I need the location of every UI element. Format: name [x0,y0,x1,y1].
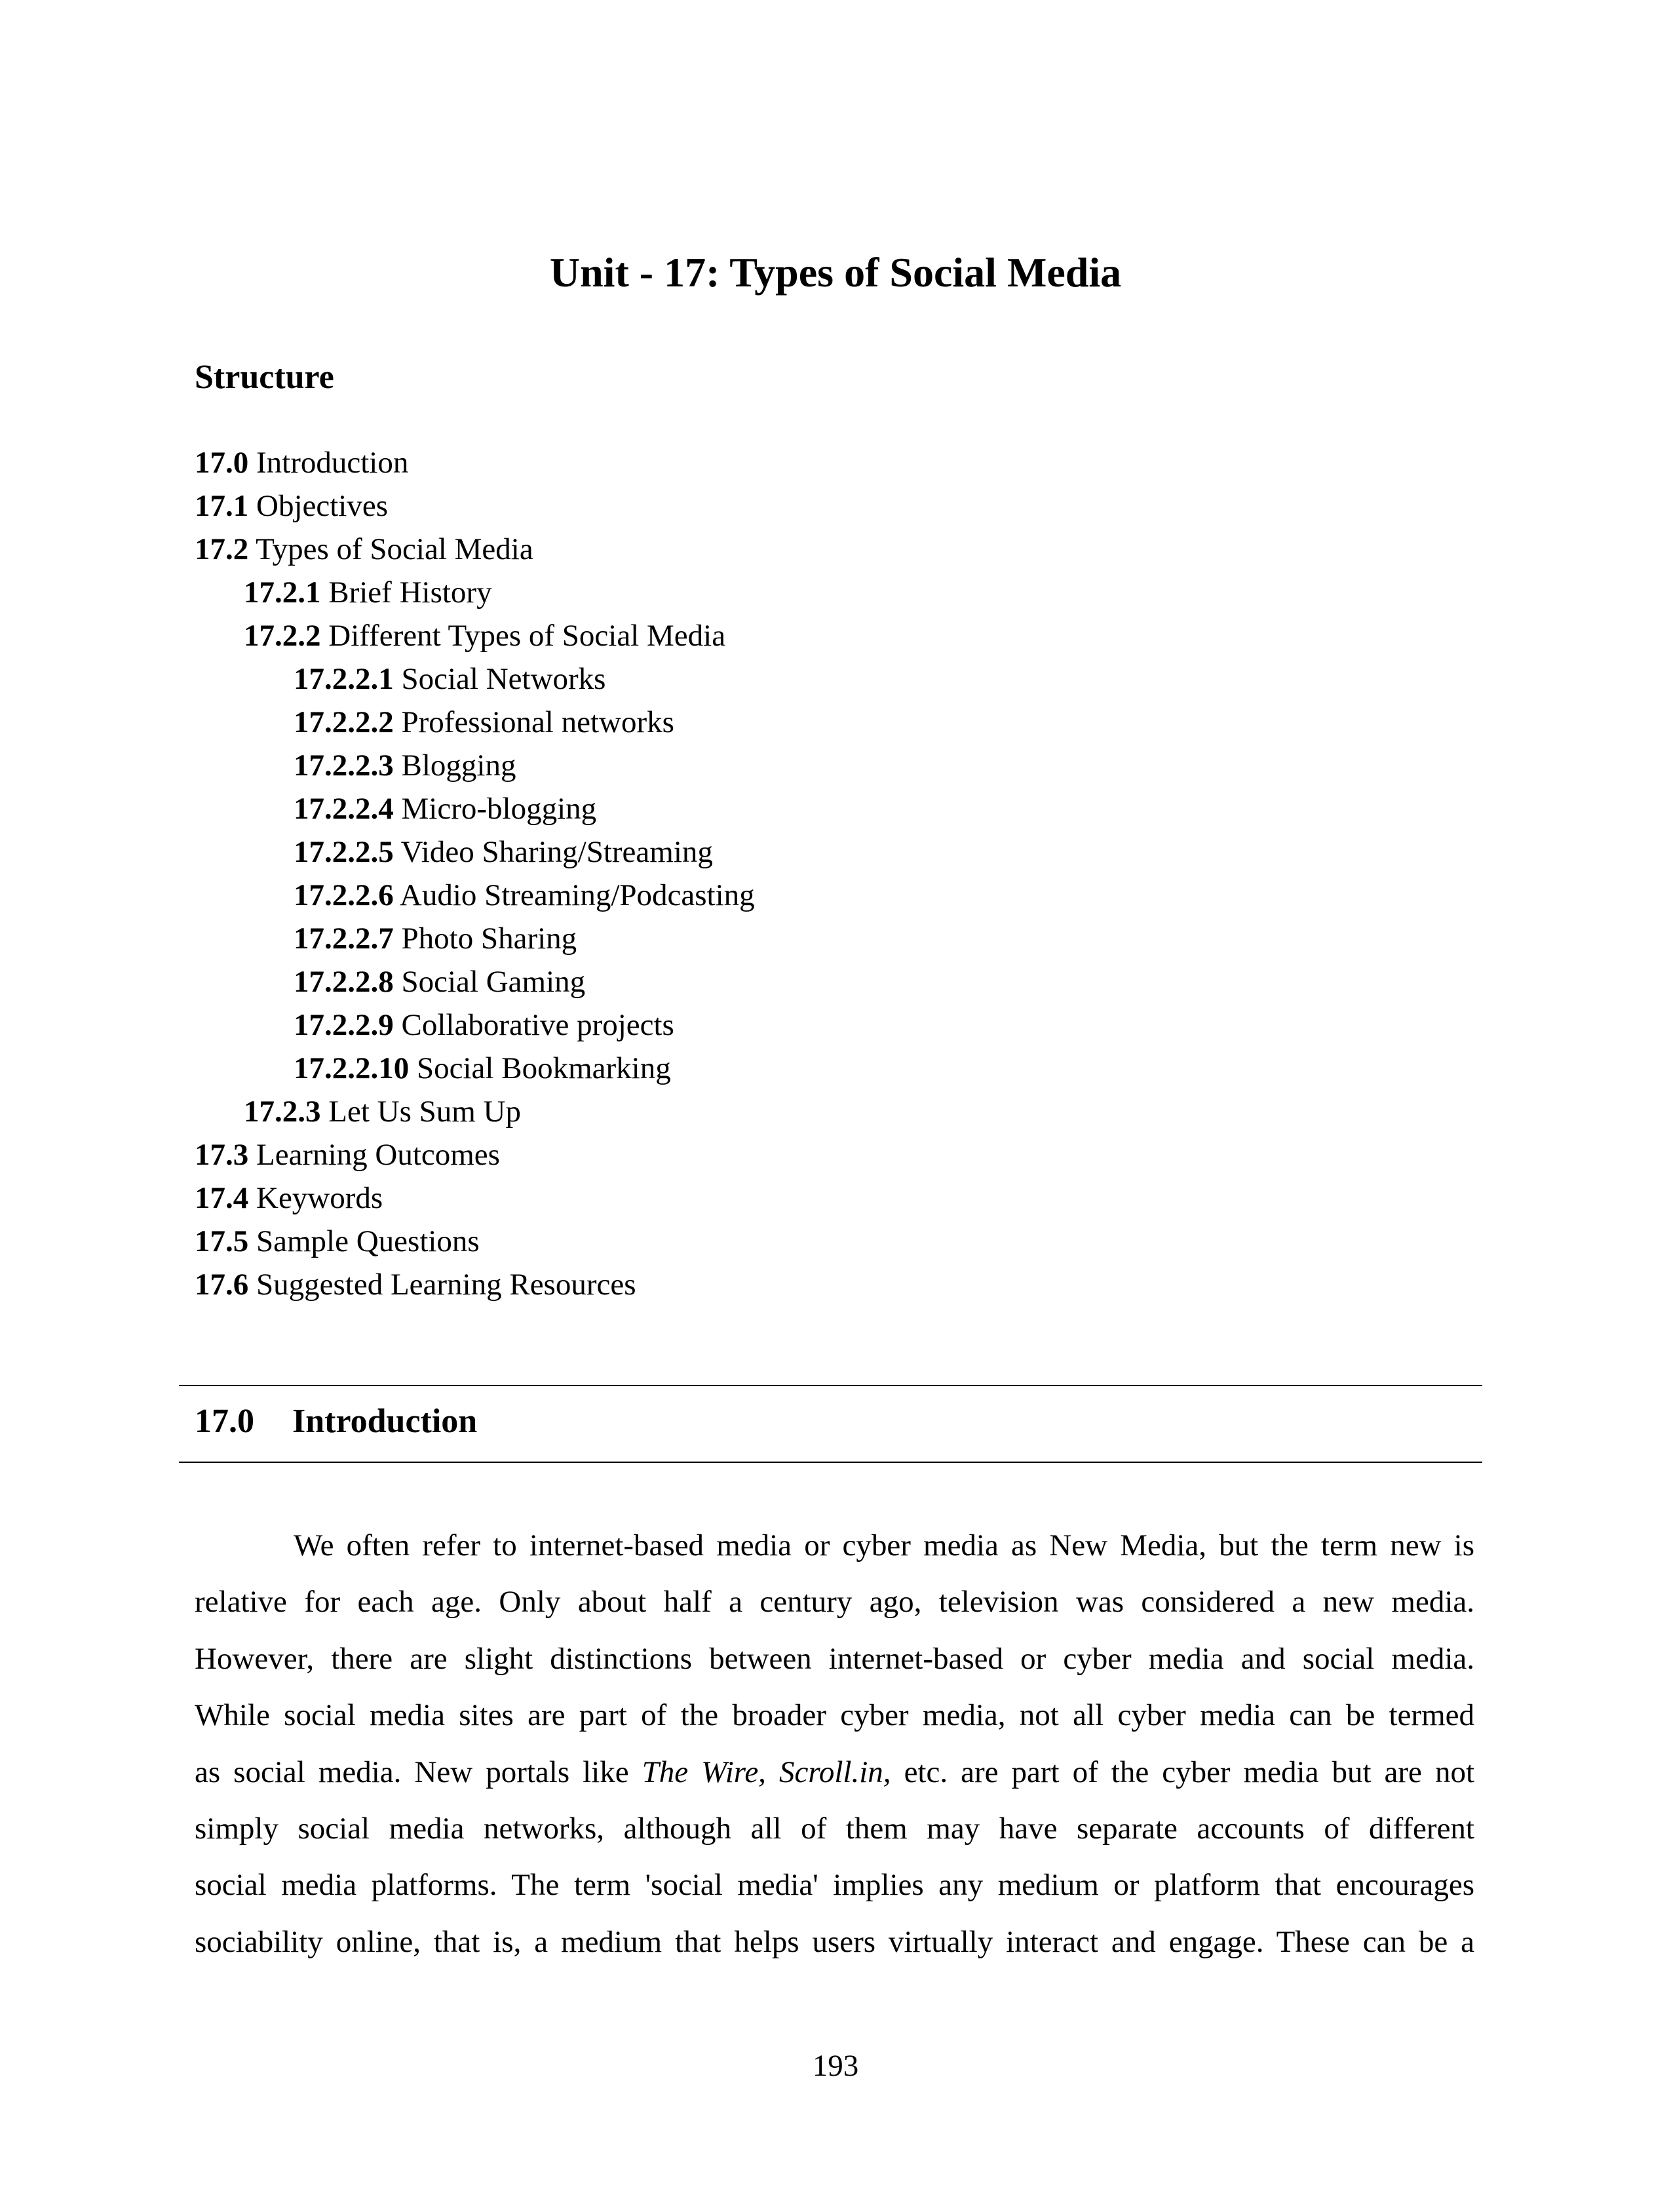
toc-item [195,787,755,830]
toc-item-label: Photo Sharing [393,922,577,956]
section-title: Introduction [292,1403,478,1440]
toc-item-number: 17.2.1 [244,575,321,610]
paragraph-line: relative for each age. Only about half a century ago, television was considered a new media. [195,1585,1474,1620]
toc-item-label: Social Bookmarking [409,1051,671,1085]
toc-item-label: Learning Outcomes [248,1138,500,1172]
toc-item-number: 17.2.2.5 [294,835,394,869]
paragraph-line [195,1744,1474,1800]
page-number: 193 [812,2049,859,2083]
section-heading [195,1401,477,1442]
toc-item [195,917,755,960]
toc-item-number: 17.2.3 [244,1095,321,1129]
paragraph-line: However, there are slight distinctions between internet-based or cyber media and social media. [195,1641,1474,1676]
structure-heading: Structure [195,359,334,396]
toc-item-label: Types of Social Media [248,532,533,566]
toc-item-label: Sample Questions [248,1224,480,1258]
toc-item [195,1133,755,1176]
italic-portal-names: The Wire, Scroll.in, [642,1755,891,1789]
toc-item-label: Social Gaming [393,965,586,999]
page-title: Unit - 17: Types of Social Media [549,249,1122,296]
toc-item-label: Video Sharing/Streaming [393,835,713,869]
toc-item-label: Collaborative projects [393,1008,674,1042]
toc-item-number: 17.3 [195,1138,249,1172]
paragraph-text: as social media. New portals like [195,1755,642,1789]
toc-item-number: 17.2.2.4 [294,792,394,826]
toc-item-number: 17.5 [195,1224,249,1258]
toc-item-number: 17.2.2.7 [294,922,394,956]
toc-item-label: Audio Streaming/Podcasting [393,878,755,912]
toc-item-number: 17.2.2.6 [294,878,394,912]
toc-item-label: Introduction [248,446,409,480]
paragraph-line: sociability online, that is, a medium that helps users virtually interact and engage. These can be a [195,1924,1474,1959]
toc-item-number: 17.2.2.2 [294,705,394,739]
toc-item-number: 17.2 [195,532,249,566]
toc-item [195,744,755,787]
toc-item-number: 17.2.2.1 [294,662,394,696]
paragraph-line: simply social media networks, although all of them may have separate accounts of different [195,1811,1474,1846]
toc-item-label: Different Types of Social Media [320,619,726,653]
toc-item [195,484,755,528]
toc-item-number: 17.4 [195,1181,249,1215]
toc-item [195,1263,755,1306]
section-divider-bottom [179,1462,1482,1463]
toc-item [195,657,755,701]
toc-item-number: 17.0 [195,446,249,480]
toc-item [195,1047,755,1090]
toc-item [195,830,755,874]
paragraph-line: We often refer to internet-based media or cyber media as New Media, but the term new is [294,1528,1474,1562]
toc-item [195,571,755,614]
toc-item-label: Brief History [320,575,492,610]
toc-item [195,614,755,657]
paragraph-line: While social media sites are part of the broader cyber media, not all cyber media can be termed [195,1698,1474,1733]
paragraph-text: etc. are part of the cyber media but are not [891,1755,1474,1789]
toc-item-number: 17.6 [195,1268,249,1302]
toc-item [195,1090,755,1133]
toc-item [195,528,755,571]
section-number: 17.0 [195,1403,254,1440]
paragraph-line: social media platforms. The term 'social media' implies any medium or platform that encourages [195,1868,1474,1903]
toc-item-label: Let Us Sum Up [320,1095,521,1129]
toc-item-number: 17.2.2.8 [294,965,394,999]
toc-item-label: Blogging [393,748,516,783]
toc-item-number: 17.2.2 [244,619,321,653]
introduction-paragraph [195,1517,1474,1970]
toc-item-label: Objectives [248,489,388,523]
toc-item [195,1003,755,1047]
toc-item [195,960,755,1003]
toc-item [195,874,755,917]
toc-item [195,441,755,484]
toc-item-label: Micro-blogging [393,792,597,826]
toc-item [195,1176,755,1220]
toc-item-label: Suggested Learning Resources [248,1268,636,1302]
toc-item-number: 17.1 [195,489,249,523]
section-divider-top [179,1385,1482,1386]
toc-item-label: Professional networks [393,705,674,739]
toc-item [195,1220,755,1263]
toc-item-label: Keywords [248,1181,383,1215]
table-of-contents [195,441,755,1306]
toc-item-label: Social Networks [393,662,606,696]
toc-item [195,701,755,744]
toc-item-number: 17.2.2.3 [294,748,394,783]
toc-item-number: 17.2.2.9 [294,1008,394,1042]
toc-item-number: 17.2.2.10 [294,1051,410,1085]
